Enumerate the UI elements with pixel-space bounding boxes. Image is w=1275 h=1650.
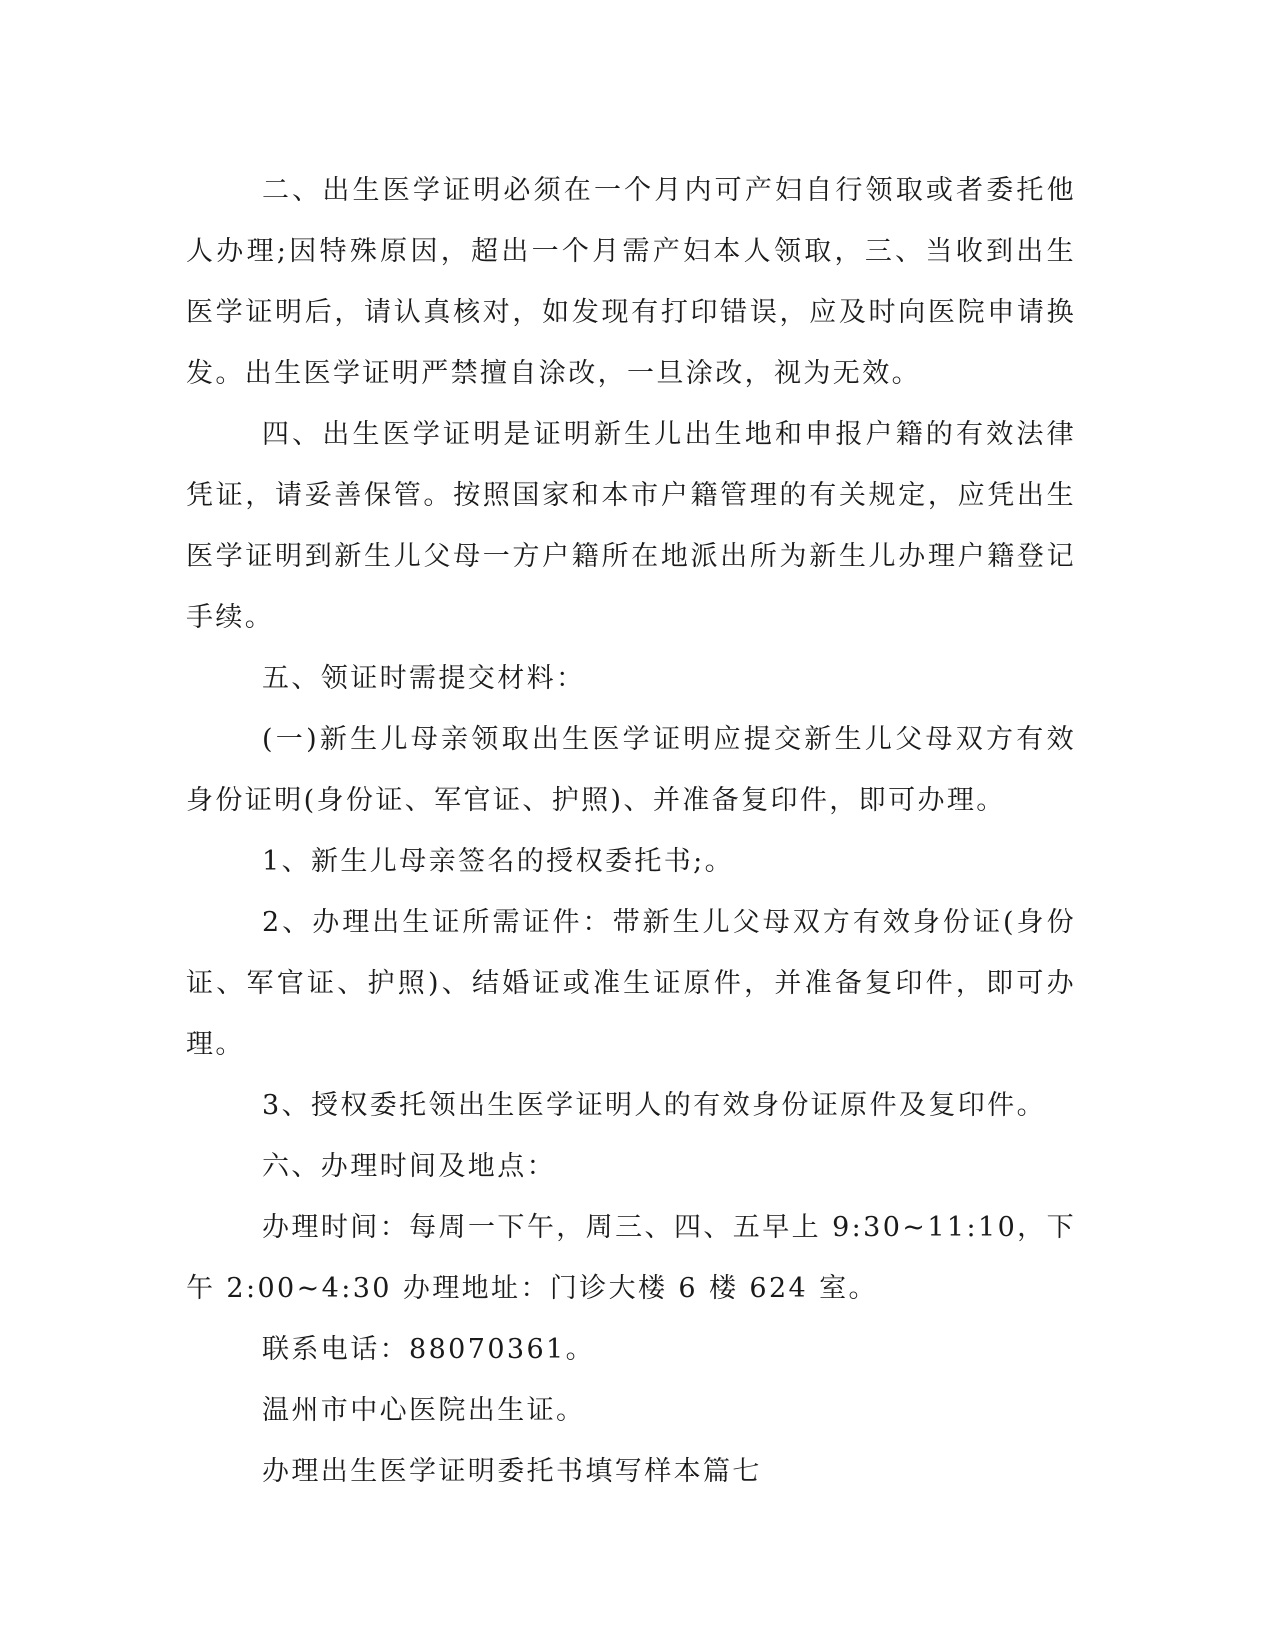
paragraph-phone: 联系电话：88070361。 <box>262 1334 596 1365</box>
paragraph-item-6: 六、办理时间及地点： <box>262 1151 556 1182</box>
paragraph-sub-1: (一)新生儿母亲领取出生医学证明应提交新生儿父母双方有效身份证明(身份证、军官证、护照)、并准备复印件，即可办理。 <box>186 724 1076 816</box>
document-body <box>186 160 1076 1502</box>
paragraph-list-3: 3、授权委托领出生医学证明人的有效身份证原件及复印件。 <box>262 1090 1046 1121</box>
paragraph-list-1: 1、新生儿母亲签名的授权委托书;。 <box>262 846 735 877</box>
paragraph-item-2: 二、出生医学证明必须在一个月内可产妇自行领取或者委托他人办理;因特殊原因，超出一个月需产妇本人领取，三、当收到出生医学证明后，请认真核对，如发现有打印错误，应及时向医院申请换发。出生医学证明严禁擅自涂改，一旦涂改，视为无效。 <box>186 175 1076 389</box>
paragraph-hours-address: 办理时间：每周一下午，周三、四、五早上 9:30~11:10，下午 2:00~4:30 办理地址：门诊大楼 6 楼 624 室。 <box>186 1212 1076 1304</box>
paragraph-hospital: 温州市中心医院出生证。 <box>262 1395 586 1426</box>
paragraph-item-5: 五、领证时需提交材料： <box>262 663 586 694</box>
paragraph-section-title: 办理出生医学证明委托书填写样本篇七 <box>262 1456 762 1487</box>
paragraph-list-2: 2、办理出生证所需证件：带新生儿父母双方有效身份证(身份证、军官证、护照)、结婚证或准生证原件，并准备复印件，即可办理。 <box>186 907 1076 1060</box>
paragraph-item-4: 四、出生医学证明是证明新生儿出生地和申报户籍的有效法律凭证，请妥善保管。按照国家和本市户籍管理的有关规定，应凭出生医学证明到新生儿父母一方户籍所在地派出所为新生儿办理户籍登记手续。 <box>186 419 1076 633</box>
